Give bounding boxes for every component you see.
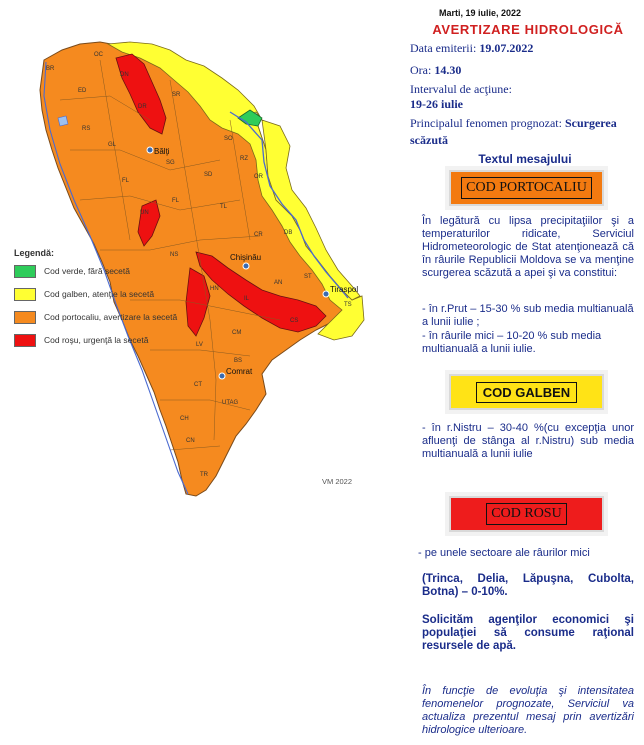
svg-text:Comrat: Comrat bbox=[226, 367, 253, 376]
district-label: OC bbox=[94, 52, 103, 58]
district-label: CS bbox=[290, 318, 299, 324]
phenomenon-value-1: Scurgerea bbox=[564, 116, 617, 130]
drought-map bbox=[0, 0, 405, 520]
district-label: AN bbox=[274, 280, 283, 286]
district-label: RZ bbox=[240, 156, 248, 162]
district-label: IL bbox=[244, 296, 250, 302]
legend-label: Cod verde, fără secetă bbox=[44, 266, 130, 276]
district-label: SD bbox=[204, 172, 213, 178]
lake bbox=[58, 116, 68, 126]
legend-item-orange bbox=[14, 310, 204, 324]
district-label: DN bbox=[120, 72, 129, 78]
red-text: - pe unele sectoare ale râurilor mici bbox=[418, 547, 590, 559]
district-label: CH bbox=[180, 416, 189, 422]
orange-code-box bbox=[449, 170, 604, 206]
phenomenon-row bbox=[410, 116, 617, 131]
emission-date-label: Data emiterii: bbox=[410, 41, 477, 55]
orange-item-prut: - în r.Prut – 15-30 % sub media multianuală a lunii iulie ; bbox=[422, 303, 634, 328]
district-label: TL bbox=[220, 204, 228, 210]
red-footer-text: În funcţie de evoluţia şi intensitatea fenomenelor prognozate, Serviciul va actualiza prezentul mesaj prin avertizări hidrologice ulterioare. bbox=[422, 685, 634, 736]
district-label: CN bbox=[186, 438, 195, 444]
legend-swatch bbox=[14, 334, 36, 347]
hour-label: Ora: bbox=[410, 63, 432, 77]
interval-label: Intervalul de acţiune: bbox=[410, 82, 512, 96]
svg-text:Bălţi: Bălţi bbox=[154, 147, 170, 156]
svg-text:Tiraspol: Tiraspol bbox=[330, 285, 359, 294]
district-label: SO bbox=[224, 136, 233, 142]
district-label: CM bbox=[232, 330, 242, 336]
district-label: RS bbox=[82, 126, 91, 132]
district-label: OR bbox=[254, 174, 263, 180]
district-label: CR bbox=[254, 232, 263, 238]
phenomenon-value-2: scăzută bbox=[410, 133, 448, 147]
phenomenon-label: Principalul fenomen prognozat: bbox=[410, 116, 562, 130]
district-label: DB bbox=[284, 230, 293, 236]
legend-title: Legendă: bbox=[14, 248, 55, 258]
interval-value-row bbox=[410, 97, 463, 112]
legend-item-red bbox=[14, 333, 204, 347]
district-label: SR bbox=[172, 92, 181, 98]
legend-swatch bbox=[14, 311, 36, 324]
legend-swatch bbox=[14, 265, 36, 278]
legend-label: Cod roşu, urgenţă la secetă bbox=[44, 335, 149, 345]
district-label: HN bbox=[210, 286, 219, 292]
interval-value: 19-26 iulie bbox=[410, 97, 463, 111]
legend-item-yellow bbox=[14, 287, 204, 301]
district-label: FL bbox=[122, 178, 130, 184]
orange-code-label: COD PORTOCALIU bbox=[461, 177, 592, 199]
orange-item-small-rivers: - în râurile mici – 10-20 % sub media multianuală a lunii iulie. bbox=[422, 330, 602, 355]
district-label: CT bbox=[194, 382, 202, 388]
hour-row bbox=[410, 63, 461, 78]
district-label: SG bbox=[166, 160, 175, 166]
district-label: DR bbox=[138, 104, 147, 110]
svg-text:Chişinău: Chişinău bbox=[230, 253, 262, 262]
red-rivers-text: (Trinca, Delia, Lăpuşna, Cubolta, Botna) – 0-10%. bbox=[422, 573, 634, 598]
district-label: UTAG bbox=[222, 400, 239, 406]
message-heading: Textul mesajului bbox=[478, 152, 572, 166]
district-label: LV bbox=[196, 342, 203, 348]
district-label: UN bbox=[140, 210, 149, 216]
yellow-code-label: COD GALBEN bbox=[476, 382, 577, 403]
district-label: ST bbox=[304, 274, 312, 280]
district-label: FL bbox=[172, 198, 180, 204]
emission-date-row bbox=[410, 41, 533, 56]
orange-intro-text: În legătură cu lipsa precipitaţiilor şi a temperaturilor ridicate, Serviciul Hidrometeorologic de Stat atenţionează că în râurile Republicii Moldova se va menţine scurgerea scăzută a apei şi va constitui: bbox=[422, 215, 634, 279]
yellow-text: - în r.Nistru – 30-40 %(cu excepţia unor afluenţi de stânga al r.Nistru) sub media multianuală a lunii iulie bbox=[422, 422, 634, 460]
phenomenon-value-2-row bbox=[410, 133, 448, 148]
district-label: GL bbox=[108, 142, 117, 148]
red-code-box bbox=[449, 496, 604, 532]
page-title: AVERTIZARE HIDROLOGICĂ bbox=[432, 22, 624, 37]
legend-label: Cod galben, atenţie la secetă bbox=[44, 289, 155, 299]
legend-item-green bbox=[14, 264, 204, 278]
emission-date-value: 19.07.2022 bbox=[479, 41, 534, 55]
district-label: ED bbox=[78, 88, 87, 94]
legend-label: Cod portocaliu, avertizare la secetă bbox=[44, 312, 178, 322]
red-appeal-text: Solicităm agenţilor economici şi populaţiei să consume raţional resursele de apă. bbox=[422, 614, 634, 652]
district-label: TR bbox=[200, 472, 208, 478]
district-label: NS bbox=[170, 252, 179, 258]
district-label: BR bbox=[46, 66, 55, 72]
map-credit: VM 2022 bbox=[322, 477, 353, 486]
legend-swatch bbox=[14, 288, 36, 301]
hour-value: 14.30 bbox=[434, 63, 462, 77]
red-code-label: COD ROSU bbox=[486, 503, 566, 525]
yellow-code-box bbox=[449, 374, 604, 410]
district-label: TS bbox=[344, 302, 352, 308]
header-date: Marti, 19 iulie, 2022 bbox=[438, 8, 522, 18]
map-legend bbox=[14, 248, 204, 356]
district-label: BS bbox=[234, 358, 243, 364]
